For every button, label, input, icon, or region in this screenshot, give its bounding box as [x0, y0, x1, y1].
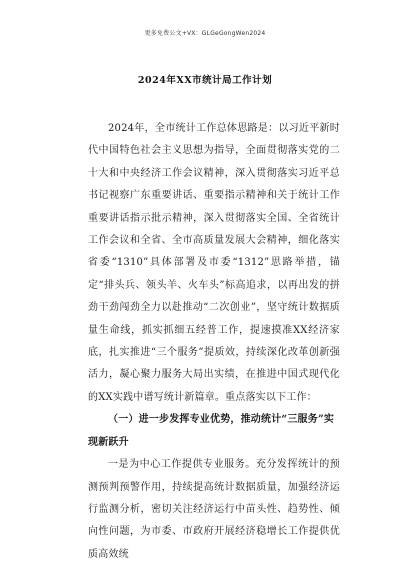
- intro-paragraph: 2024年，全市统计工作总体思路是：以习近平新时代中国特色社会主义思想为指导，全面贯彻落实党的二十大和中央经济工作会议精神，深入贯彻落实习近平总书记视察广东重要讲话、重要指示精神和关于统计工作重要讲话指示批示精神，深入贯彻落实全国、全省统计工作会议和全省、全市高质量发展大会精神，细化落实省委“1310”具体部署及市委“1312”思路举措，锚定“排头兵、领头羊、火车头”标高追求，以再出发的拼劲干劲闯劲全力以赴推动“二次创业”，坚守统计数据质量生命线，抓实抓细五经普工作，提速摸准XX经济家底，扎实推进“三个服务”提质效，持续深化改革创新强活力，凝心聚力服务大局出实绩，在推进中国式现代化的XX实践中谱写统计新篇章。重点落实以下工作：: [88, 123, 340, 403]
- document-title: 2024年XX市统计局工作计划: [137, 75, 273, 86]
- section-heading: （一）进一步发挥专业优势，推动统计“三服务”实现新跃升: [88, 414, 335, 448]
- document-body: [88, 118, 340, 566]
- page-header: 更多免费公文+VX：GLGeGongWen2024: [144, 30, 266, 37]
- section-paragraph: 一是为中心工作提供专业服务。充分发挥统计的预测预判预警作用，持续提高统计数据质量，加强经济运行监测分析，密切关注经济运行中苗头性、趋势性、倾向性问题，为市委、市政府开展经济稳增长工作提供优质高效统: [88, 459, 340, 560]
